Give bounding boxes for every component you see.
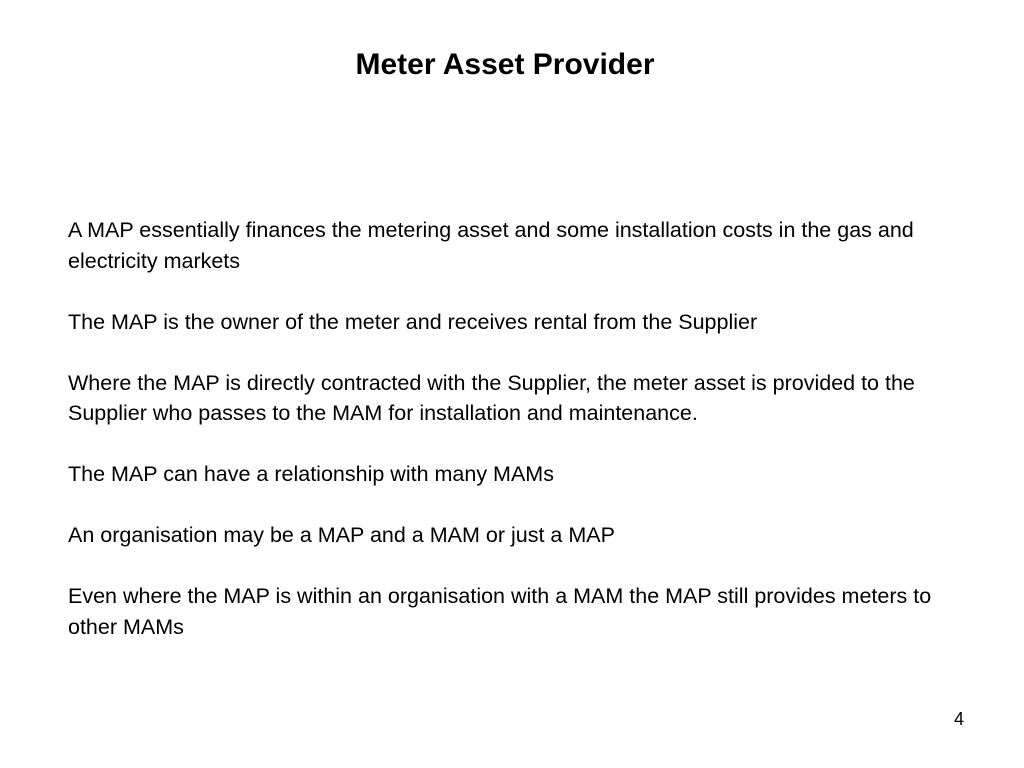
slide-title: Meter Asset Provider — [355, 48, 655, 81]
paragraph-map-finances: A MAP essentially finances the metering asset and some installation costs in the gas and electricity markets — [68, 218, 914, 273]
slide-body — [68, 215, 958, 642]
page-number: 4 — [953, 709, 964, 729]
paragraph-map-contracted: Where the MAP is directly contracted with the Supplier, the meter asset is provided to the Supplier who passes to the MAM for installation and maintenance. — [68, 370, 915, 425]
paragraph-organisation: An organisation may be a MAP and a MAM or just a MAP — [68, 523, 615, 547]
paragraph-map-relationship: The MAP can have a relationship with many MAMs — [68, 462, 554, 486]
paragraph-map-owner: The MAP is the owner of the meter and receives rental from the Supplier — [68, 309, 758, 334]
paragraph-other-mams: Even where the MAP is within an organisation with a MAM the MAP still provides meters to other MAMs — [68, 584, 932, 639]
